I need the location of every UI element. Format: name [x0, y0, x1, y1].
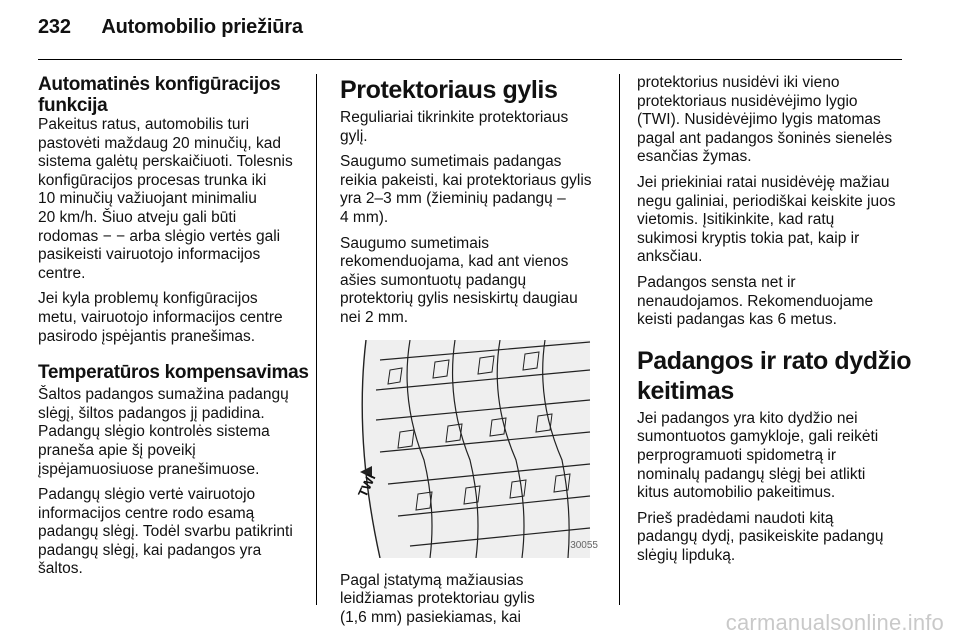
text-line: sukimosi kryptis tokia pat, kaip ir: [637, 229, 860, 247]
paragraph: [340, 153, 605, 227]
text-line: pagal ant padangos šoninės sienelės: [637, 129, 893, 147]
column-2: [340, 74, 605, 634]
paragraph: [637, 174, 937, 267]
figure-code: 30055: [570, 539, 598, 551]
twi-marking: TWI: [354, 471, 379, 499]
column-divider-1: [316, 74, 317, 605]
text-line: kitus automobilio pakeitimus.: [637, 484, 836, 502]
text-line: pasikeisti vairuotojo informacijos: [38, 246, 261, 264]
text-line: nominalų padangų slėgį bei atlikti: [637, 465, 866, 483]
text-line: Reguliariai tikrinkite protektoriaus: [340, 109, 569, 126]
paragraph: [637, 410, 937, 503]
text-line: (TWI). Nusidėvėjimo lygis matomas: [637, 111, 881, 129]
paragraph: [340, 109, 605, 146]
text-line: Saugumo sumetimais padangas: [340, 153, 562, 171]
page-number: 232: [38, 16, 71, 38]
text-line: yra 2–3 mm (žieminių padangų –: [340, 190, 566, 208]
text-line: sumontuotos gamykloje, gali reikėti: [637, 428, 879, 446]
text-line: 20 km/h. Šiuo atveju gali būti: [38, 208, 237, 226]
text-line: nenaudojamos. Rekomenduojame: [637, 292, 874, 310]
text-line: šaltos.: [38, 560, 83, 578]
paragraph: [340, 235, 605, 328]
text-line: protektorius nusidėvi iki vieno: [637, 74, 840, 91]
text-line: protektoriaus nusidėvėjimo lygio: [637, 92, 858, 110]
paragraph: [38, 290, 310, 346]
text-line: Prieš pradėdami naudoti kitą: [637, 509, 834, 527]
text-line: slėgių lipduką.: [637, 546, 736, 564]
text-line: keitimas: [637, 376, 734, 405]
column-divider-2: [619, 74, 620, 605]
text-line: slėgį, šiltos padangos jį padidina.: [38, 404, 265, 422]
text-line: informacijos centre rodo esamą: [38, 504, 255, 522]
text-line: Šaltos padangos sumažina padangų: [38, 386, 289, 404]
section-heading-auto-config: [38, 74, 310, 116]
text-line: pastovėti maždaug 20 minučių, kad: [38, 134, 281, 152]
text-line: gylį.: [340, 127, 368, 145]
column-3: [637, 74, 937, 572]
text-line: rekomenduojama, kad ant vienos: [340, 253, 569, 271]
text-line: leidžiamas protektoriau gylis: [340, 590, 535, 608]
paragraph: [38, 486, 310, 579]
text-line: Saugumo sumetimais: [340, 234, 490, 252]
text-line: perprogramuoti spidometrą ir: [637, 446, 837, 464]
text-line: Jei priekiniai ratai nusidėvėję mažiau: [637, 173, 890, 191]
text-line: Padangos ir rato dydžio: [637, 346, 912, 375]
text-line: negu galiniai, periodiškai keiskite juos: [637, 192, 896, 210]
text-line: įspėjamuosiuose pranešimuose.: [38, 460, 260, 478]
section-heading-tire-size: [637, 346, 937, 406]
text-line: protektorių gylis nesiskirtų daugiau: [340, 290, 578, 308]
page-title: Automobilio priežiūra: [101, 16, 303, 38]
text-line: pasirodo įspėjantis pranešimas.: [38, 327, 256, 345]
text-line: padangų slėgį, kai padangos yra: [38, 541, 262, 559]
text-line: reikia pakeisti, kai protektoriaus gylis: [340, 171, 592, 189]
text-line: keisti padangas kas 6 metus.: [637, 311, 837, 329]
paragraph: [637, 74, 937, 167]
text-line: funkcija: [38, 95, 108, 116]
column-1: [38, 74, 310, 586]
watermark: carmanualsonline.info: [725, 610, 944, 635]
text-line: Jei padangos yra kito dydžio nei: [637, 409, 858, 427]
text-line: praneša apie šį poveikį: [38, 441, 196, 459]
text-line: Padangų slėgio vertė vairuotojo: [38, 486, 256, 504]
text-line: Jei kyla problemų konfigūracijos: [38, 290, 258, 308]
paragraph: [38, 116, 310, 283]
text-line: centre.: [38, 264, 86, 282]
text-line: Pakeitus ratus, automobilis turi: [38, 116, 250, 133]
tire-tread-illustration: [340, 340, 600, 558]
paragraph: [38, 386, 310, 479]
text-line: rodomas − − arba slėgio vertės gali: [38, 227, 281, 245]
section-heading-temperature: [38, 362, 310, 383]
page-header: [38, 16, 303, 39]
text-line: padangų slėgį. Todėl svarbu patikrinti: [38, 523, 293, 541]
tire-tread-drawing: [340, 340, 600, 558]
text-line: sistema galėtų perskaičiuoti. Tolesnis: [38, 153, 293, 171]
text-line: metu, vairuotojo informacijos centre: [38, 308, 283, 326]
text-line: Pagal įstatymą mažiausias: [340, 571, 524, 589]
header-divider: [38, 59, 902, 60]
text-line: Padangos sensta net ir: [637, 273, 796, 291]
text-line: Padangų slėgio kontrolės sistema: [38, 423, 270, 441]
paragraph: [637, 510, 937, 566]
text-line: ašies sumontuotų padangų: [340, 271, 527, 289]
text-line: konfigūracijos procesas trunka iki: [38, 171, 267, 189]
text-line: Automatinės konfigūracijos: [38, 74, 281, 95]
paragraph: [637, 274, 937, 330]
text-line: 4 mm).: [340, 208, 389, 226]
text-line: 10 minučių važiuojant minimaliu: [38, 190, 257, 208]
section-heading-tread-depth: Protektoriaus gylis: [340, 76, 558, 104]
text-line: vietomis. Įsitikinkite, kad ratų: [637, 211, 835, 229]
text-line: Temperatūros kompensavimas: [38, 362, 309, 384]
text-line: esančias žymas.: [637, 148, 752, 166]
paragraph: [340, 572, 605, 628]
text-line: nei 2 mm.: [340, 308, 409, 326]
text-line: (1,6 mm) pasiekiamas, kai: [340, 608, 521, 626]
text-line: padangų dydį, pasikeiskite padangų: [637, 528, 884, 546]
text-line: anksčiau.: [637, 248, 703, 266]
